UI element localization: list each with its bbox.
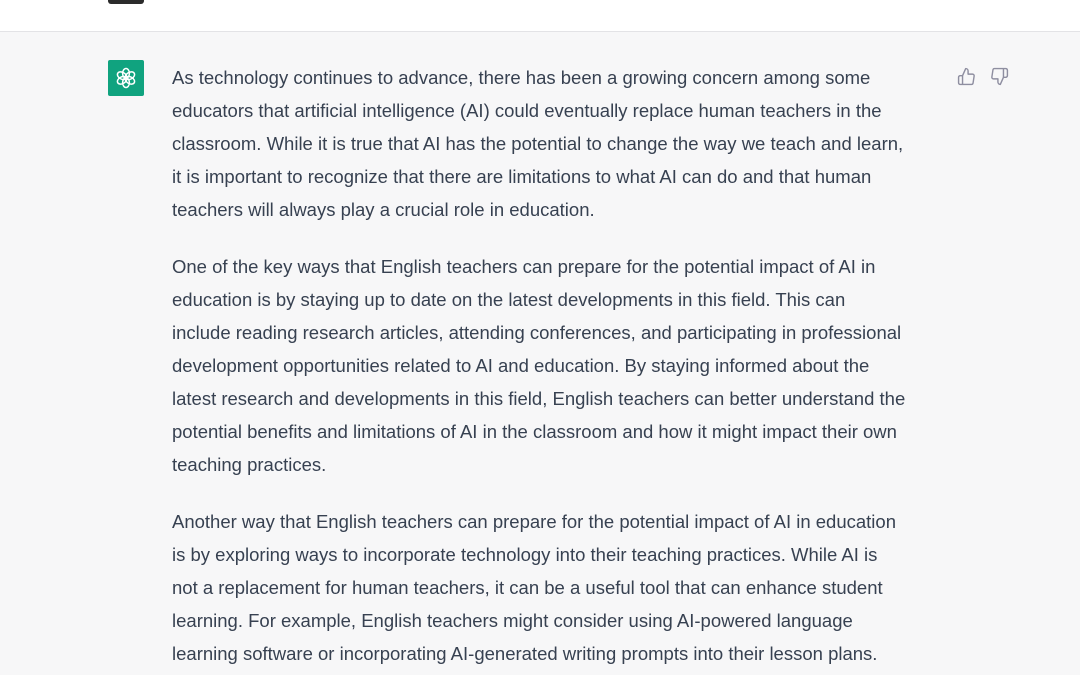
dislike-button[interactable] <box>989 66 1009 86</box>
message-paragraph: As technology continues to advance, there has been a growing concern among some educators that artificial intelligence (AI) could eventually replace human teachers in the classroom. While it is true that AI has the potential to change the way we teach and learn, it is important to recognize that there are limitations to what AI can do and that human teachers will always play a crucial role in education. <box>172 67 904 220</box>
user-avatar <box>108 0 144 4</box>
thumbs-down-icon <box>990 67 1009 86</box>
openai-logo-icon <box>108 60 144 96</box>
like-button[interactable] <box>956 66 976 86</box>
thumbs-up-icon <box>957 67 976 86</box>
message-body <box>172 61 952 694</box>
previous-message-strip <box>0 0 1080 32</box>
feedback-controls <box>956 66 1009 86</box>
message-paragraph: One of the key ways that English teachers can prepare for the potential impact of AI in education is by staying up to date on the latest developments in this field. This can include reading research articles, attending conferences, and participating in professional development opportunities related to AI and education. By staying informed about the latest research and developments in this field, English teachers can better understand the potential benefits and limitations of AI in the classroom and how it might impact their own teaching practices. <box>172 256 906 475</box>
assistant-message <box>0 32 1080 675</box>
message-paragraph: Another way that English teachers can prepare for the potential impact of AI in education is by exploring ways to incorporate technology into their teaching practices. While AI is not a replacement for human teachers, it can be a useful tool that can enhance student learning. For example, English teachers might consider using AI-powered language learning software or incorporating AI-generated writing prompts into their lesson plans. <box>172 511 896 664</box>
